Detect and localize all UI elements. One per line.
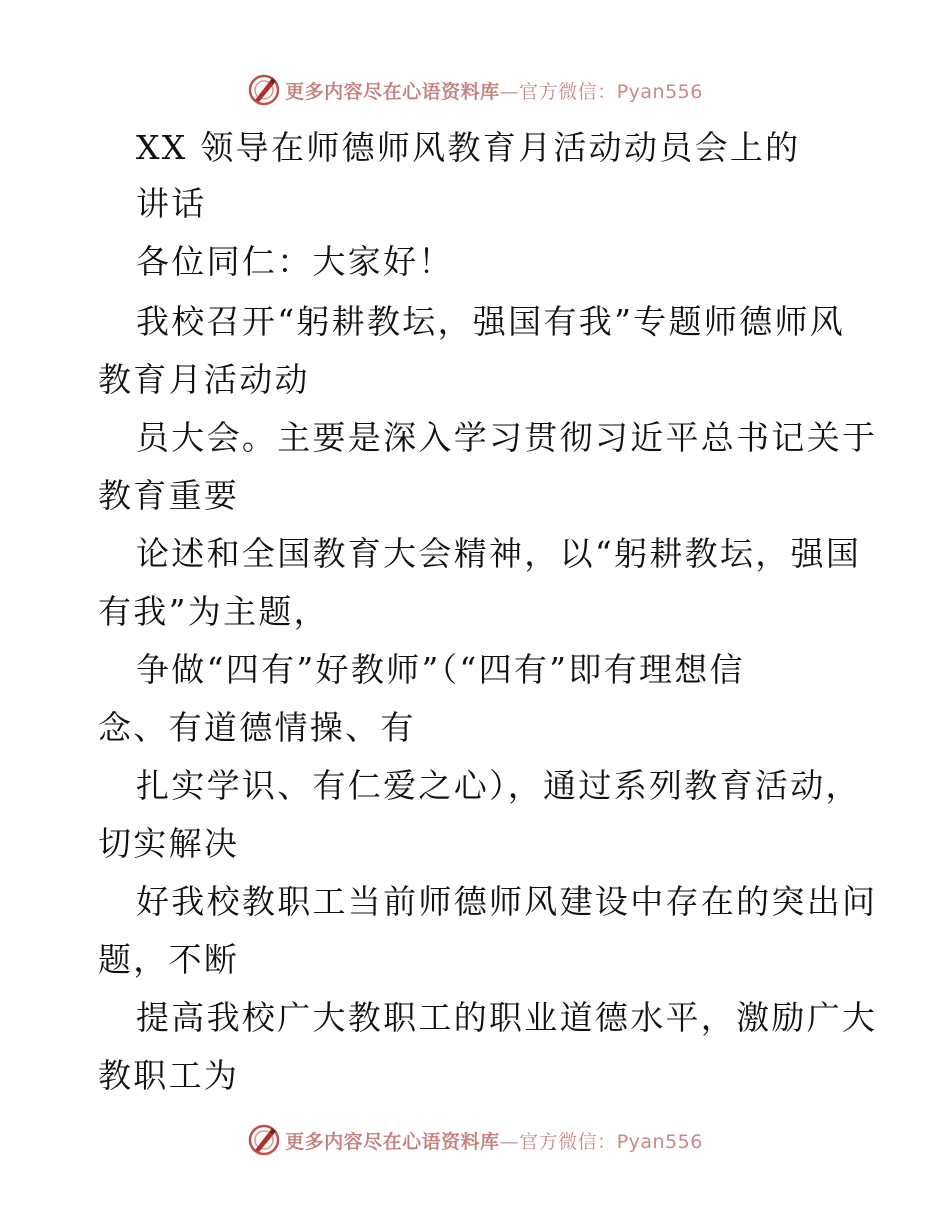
paragraph-line: 提高我校广大教职工的职业道德水平，激励广大 xyxy=(136,998,878,1037)
greeting-line: 各位同仁：大家好！ xyxy=(136,242,454,281)
paragraph-line: 好我校教职工当前师德师风建设中存在的突出问 xyxy=(136,882,878,921)
watermark-account: Pyan556 xyxy=(616,1130,703,1153)
watermark-text xyxy=(285,77,703,104)
header-watermark xyxy=(0,70,950,110)
paragraph-line: 切实解决 xyxy=(98,824,240,863)
watermark-separator: — xyxy=(499,80,520,103)
footer-watermark xyxy=(0,1120,950,1160)
paragraph-line: 员大会。主要是深入学习贯彻习近平总书记关于 xyxy=(136,418,878,457)
watermark-official-label: 官方微信： xyxy=(519,80,617,103)
pen-logo-icon xyxy=(247,73,281,107)
watermark-account: Pyan556 xyxy=(616,80,703,103)
watermark-text xyxy=(285,1127,703,1154)
watermark-brand: 更多内容尽在心语资料库 xyxy=(285,1130,500,1153)
paragraph-line: 题，不断 xyxy=(98,940,240,979)
paragraph-line: 念、有道德情操、有 xyxy=(98,708,416,747)
paragraph-line: 教育重要 xyxy=(98,476,240,515)
paragraph-line: 争做“四有”好教师”（“四有”即有理想信 xyxy=(136,650,745,689)
watermark-separator: — xyxy=(499,1130,520,1153)
paragraph-line: 有我”为主题， xyxy=(98,592,329,631)
watermark-official-label: 官方微信： xyxy=(519,1130,617,1153)
paragraph-line: 我校召开“躬耕教坛，强国有我”专题师德师风 xyxy=(136,302,846,341)
title-line-2: 讲话 xyxy=(136,184,207,223)
paragraph-line: 教育月活动动 xyxy=(98,360,310,399)
paragraph-line: 教职工为 xyxy=(98,1056,240,1095)
paragraph-line: 扎实学识、有仁爱之心），通过系列教育活动， xyxy=(136,766,861,805)
watermark-brand: 更多内容尽在心语资料库 xyxy=(285,80,500,103)
pen-logo-icon xyxy=(247,1123,281,1157)
title-line-1: XX 领导在师德师风教育月活动动员会上的 xyxy=(136,128,801,167)
paragraph-line: 论述和全国教育大会精神，以“躬耕教坛，强国 xyxy=(136,534,862,573)
